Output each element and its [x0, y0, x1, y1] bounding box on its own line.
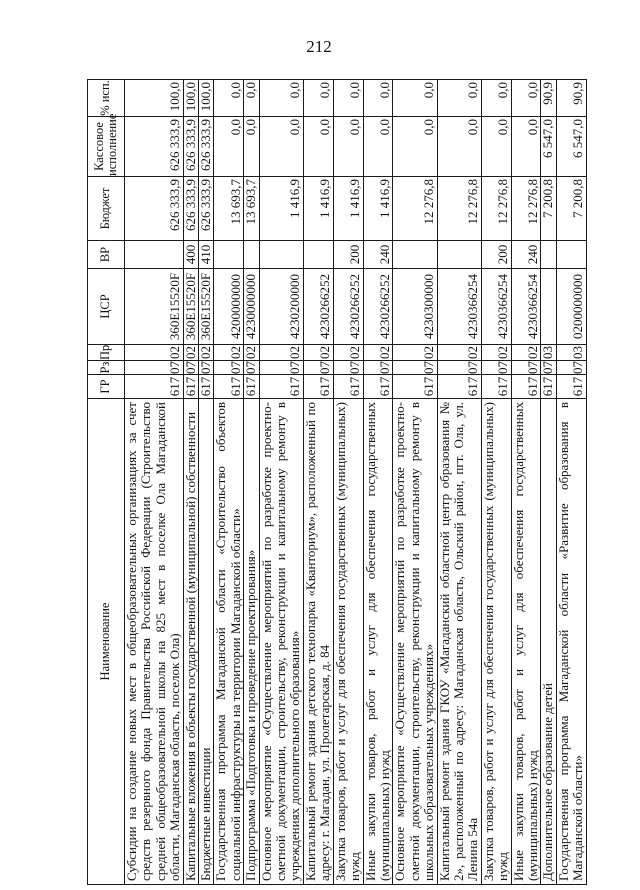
- table-header-row: [88, 80, 125, 885]
- cell-percent: 0,0: [363, 80, 393, 117]
- cell-pr: 02: [259, 345, 303, 361]
- cell-name: Капитальные вложения в объекты государственной (муниципальной) собственности: [183, 399, 198, 885]
- cell-gr: 617: [481, 375, 511, 399]
- cell-csr: 4230366254: [437, 269, 481, 345]
- header-percent: % исп.: [88, 80, 125, 117]
- cell-csr: 360E15520F: [199, 269, 214, 345]
- cell-csr: 4230366254: [511, 269, 541, 345]
- cell-percent: 90,9: [556, 80, 586, 117]
- cell-name: Бюджетные инвестиции: [199, 399, 214, 885]
- header-pr: Пр: [88, 345, 125, 361]
- cell-execution: 0,0: [333, 117, 363, 177]
- table-row: [199, 80, 214, 885]
- cell-pr: 02: [243, 346, 259, 359]
- table-row: [214, 80, 244, 885]
- cell-budget: 7 200,8: [541, 177, 556, 241]
- budget-execution-table: [87, 79, 587, 885]
- cell-name: Подпрограмма «Подготовка и проведение проектирования»: [244, 399, 259, 885]
- cell-execution: 626 333,9: [125, 117, 184, 177]
- cell-vr: [393, 241, 437, 269]
- table-row: [511, 80, 541, 885]
- cell-csr: 4230266252: [333, 269, 363, 345]
- cell-percent: 0,0: [214, 80, 244, 117]
- table-row: [556, 80, 586, 885]
- cell-budget: 12 276,8: [511, 177, 541, 241]
- cell-vr: [556, 241, 586, 269]
- cell-vr: 410: [199, 241, 214, 269]
- cell-pr: 02: [333, 345, 363, 361]
- cell-gr: 617: [556, 375, 586, 399]
- cell-percent: 0,0: [259, 80, 303, 117]
- cell-execution: 626 333,9: [183, 117, 198, 177]
- cell-gr: 617: [244, 375, 259, 399]
- header-csr: ЦСР: [88, 269, 125, 345]
- cell-pr: 02: [303, 345, 333, 361]
- cell-pr: 02: [214, 345, 244, 361]
- cell-budget: 1 416,9: [259, 177, 303, 241]
- cell-rz: 07: [303, 361, 333, 375]
- cell-gr: 617: [393, 375, 437, 399]
- cell-budget: 626 333,9: [125, 177, 184, 241]
- cell-budget: 1 416,9: [333, 177, 363, 241]
- table-row: [363, 80, 393, 885]
- cell-rz: 07: [481, 361, 511, 375]
- cell-budget: 12 276,8: [393, 177, 437, 241]
- cell-percent: 100,0: [183, 80, 198, 117]
- cell-rz: 07: [333, 361, 363, 375]
- table-row: [244, 80, 259, 885]
- table-row: [303, 80, 333, 885]
- table-row: [437, 80, 481, 885]
- cell-gr: 617: [363, 375, 393, 399]
- cell-gr: 617: [183, 375, 198, 399]
- cell-gr: 617: [199, 375, 214, 399]
- cell-csr: 4200000000: [214, 269, 244, 345]
- cell-csr: 4230266252: [363, 269, 393, 345]
- table-row: [541, 80, 556, 885]
- cell-name: Государственная программа Магаданской области «Строительство объектов социальной инфраструктуры на территории Магаданской области»: [214, 399, 244, 885]
- cell-rz: 07: [437, 361, 481, 375]
- header-budget: Бюджет: [88, 177, 125, 241]
- cell-gr: 617: [303, 375, 333, 399]
- cell-execution: 626 333,9: [199, 117, 214, 177]
- cell-rz: 07: [540, 361, 556, 374]
- cell-pr: 02: [182, 346, 198, 359]
- cell-execution: 0,0: [393, 117, 437, 177]
- cell-pr: 02: [393, 345, 437, 361]
- cell-rz: 07: [556, 361, 586, 375]
- cell-vr: [125, 241, 184, 269]
- cell-pr: 02: [363, 345, 393, 361]
- cell-vr: [303, 241, 333, 269]
- cell-vr: 400: [183, 241, 198, 269]
- cell-rz: 07: [125, 361, 184, 375]
- cell-rz: 07: [259, 361, 303, 375]
- cell-percent: 90,9: [541, 80, 556, 117]
- cell-vr: [244, 241, 259, 269]
- cell-gr: 617: [437, 375, 481, 399]
- page-number: 212: [306, 37, 332, 56]
- cell-gr: 617: [214, 375, 244, 399]
- cell-execution: 6 547,0: [541, 117, 556, 177]
- cell-execution: 0,0: [481, 117, 511, 177]
- cell-budget: 626 333,9: [183, 177, 198, 241]
- cell-gr: 617: [541, 375, 556, 399]
- cell-budget: 626 333,9: [199, 177, 214, 241]
- cell-execution: 0,0: [511, 117, 541, 177]
- cell-execution: 6 547,0: [556, 117, 586, 177]
- cell-pr: 02: [198, 346, 214, 359]
- cell-execution: 0,0: [363, 117, 393, 177]
- cell-rz: 07: [198, 361, 214, 374]
- cell-vr: 240: [363, 241, 393, 269]
- cell-execution: 0,0: [244, 117, 259, 177]
- header-execution: Кассовое исполнение: [88, 117, 125, 177]
- header-name: Наименование: [88, 399, 125, 885]
- cell-name: Субсидии на создание новых мест в общеобразовательных организациях за счет средств резервного фонда Правительства Российской Федерации (Строительство средней общеобразовательной школы на 825 мест в поселке Ола Магаданской области, Магаданская область, поселок Ола): [125, 399, 184, 885]
- cell-csr: 4230366254: [481, 269, 511, 345]
- table-row: [481, 80, 511, 885]
- table-row: [393, 80, 437, 885]
- cell-budget: 12 276,8: [481, 177, 511, 241]
- cell-rz: 07: [243, 361, 259, 374]
- header-vr: ВР: [88, 241, 125, 269]
- cell-percent: 0,0: [481, 80, 511, 117]
- cell-vr: [259, 241, 303, 269]
- cell-name: Капитальный ремонт здания детского технопарка «Кванториум», расположенный по адресу: г. Магадан, ул. Пролетарская, д. 84: [303, 399, 333, 885]
- cell-budget: 1 416,9: [363, 177, 393, 241]
- cell-percent: 100,0: [125, 80, 184, 117]
- cell-rz: 07: [511, 361, 541, 375]
- cell-rz: 07: [214, 361, 244, 375]
- cell-percent: 100,0: [199, 80, 214, 117]
- cell-percent: 0,0: [437, 80, 481, 117]
- cell-name: Закупка товаров, работ и услуг для обеспечения государственных (муниципальных) нужд: [481, 399, 511, 885]
- table-row: [125, 80, 184, 885]
- cell-percent: 0,0: [393, 80, 437, 117]
- table-row: [183, 80, 198, 885]
- cell-rz: 07: [182, 361, 198, 374]
- cell-percent: 0,0: [511, 80, 541, 117]
- cell-gr: 617: [259, 375, 303, 399]
- cell-vr: [541, 241, 556, 269]
- cell-vr: [437, 241, 481, 269]
- cell-vr: 200: [333, 241, 363, 269]
- cell-execution: 0,0: [303, 117, 333, 177]
- cell-csr: 4230266252: [303, 269, 333, 345]
- cell-budget: 7 200,8: [556, 177, 586, 241]
- cell-csr: 0200000000: [556, 269, 586, 345]
- cell-percent: 0,0: [333, 80, 363, 117]
- cell-csr: 4230000000: [244, 269, 259, 345]
- header-rz: Рз: [88, 361, 125, 375]
- cell-name: Основное мероприятие «Осуществление мероприятий по разработке проектно-сметной документации, строительству, реконструкции и капитальному ремонту в школьных образовательных учреждениях»: [393, 399, 437, 885]
- cell-percent: 0,0: [244, 80, 259, 117]
- cell-gr: 617: [333, 375, 363, 399]
- cell-pr: 03: [540, 346, 556, 359]
- cell-rz: 07: [363, 361, 393, 375]
- cell-name: Иные закупки товаров, работ и услуг для обеспечения государственных (муниципальных) нужд: [511, 399, 541, 885]
- cell-gr: 617: [125, 375, 184, 399]
- cell-execution: 0,0: [437, 117, 481, 177]
- cell-budget: 13 693,7: [244, 177, 259, 241]
- cell-vr: 240: [511, 241, 541, 269]
- cell-name: Дополнительное образование детей: [541, 399, 556, 885]
- cell-pr: 02: [437, 345, 481, 361]
- cell-budget: 12 276,8: [437, 177, 481, 241]
- cell-name: Иные закупки товаров, работ и услуг для обеспечения государственных (муниципальных) нужд: [363, 399, 393, 885]
- cell-budget: 1 416,9: [303, 177, 333, 241]
- cell-name: Государственная программа Магаданской области «Развитие образования в Магаданской области»: [556, 399, 586, 885]
- cell-execution: 0,0: [259, 117, 303, 177]
- cell-name: Капитальный ремонт здания ГКОУ «Магаданский областной центр образования № 2», расположенный по адресу: Магаданская область, Ольский район, пгт. Ола, ул. Ленина 54а: [437, 399, 481, 885]
- cell-name: Закупка товаров, работ и услуг для обеспечения государственных (муниципальных) нужд: [333, 399, 363, 885]
- table-row: [259, 80, 303, 885]
- cell-budget: 13 693,7: [214, 177, 244, 241]
- cell-execution: 0,0: [214, 117, 244, 177]
- cell-rz: 07: [393, 361, 437, 375]
- cell-name: Основное мероприятие «Осуществление мероприятий по разработке проектно-сметной документации, строительству, реконструкции и капитальному ремонту в учреждениях дополнительного образования»: [259, 399, 303, 885]
- cell-percent: 0,0: [303, 80, 333, 117]
- cell-pr: 03: [556, 345, 586, 361]
- cell-gr: 617: [511, 375, 541, 399]
- cell-vr: 200: [481, 241, 511, 269]
- cell-csr: 4230300000: [393, 269, 437, 345]
- cell-pr: 02: [481, 345, 511, 361]
- cell-csr: 4230200000: [259, 269, 303, 345]
- cell-csr: 360E15520F: [125, 269, 184, 345]
- budget-table-sheet: [87, 80, 587, 885]
- cell-pr: 02: [511, 345, 541, 361]
- cell-csr: [541, 269, 556, 345]
- cell-vr: [214, 241, 244, 269]
- table-row: [333, 80, 363, 885]
- header-gr: ГР: [88, 375, 125, 399]
- cell-csr: 360E15520F: [183, 269, 198, 345]
- cell-pr: 02: [125, 345, 184, 361]
